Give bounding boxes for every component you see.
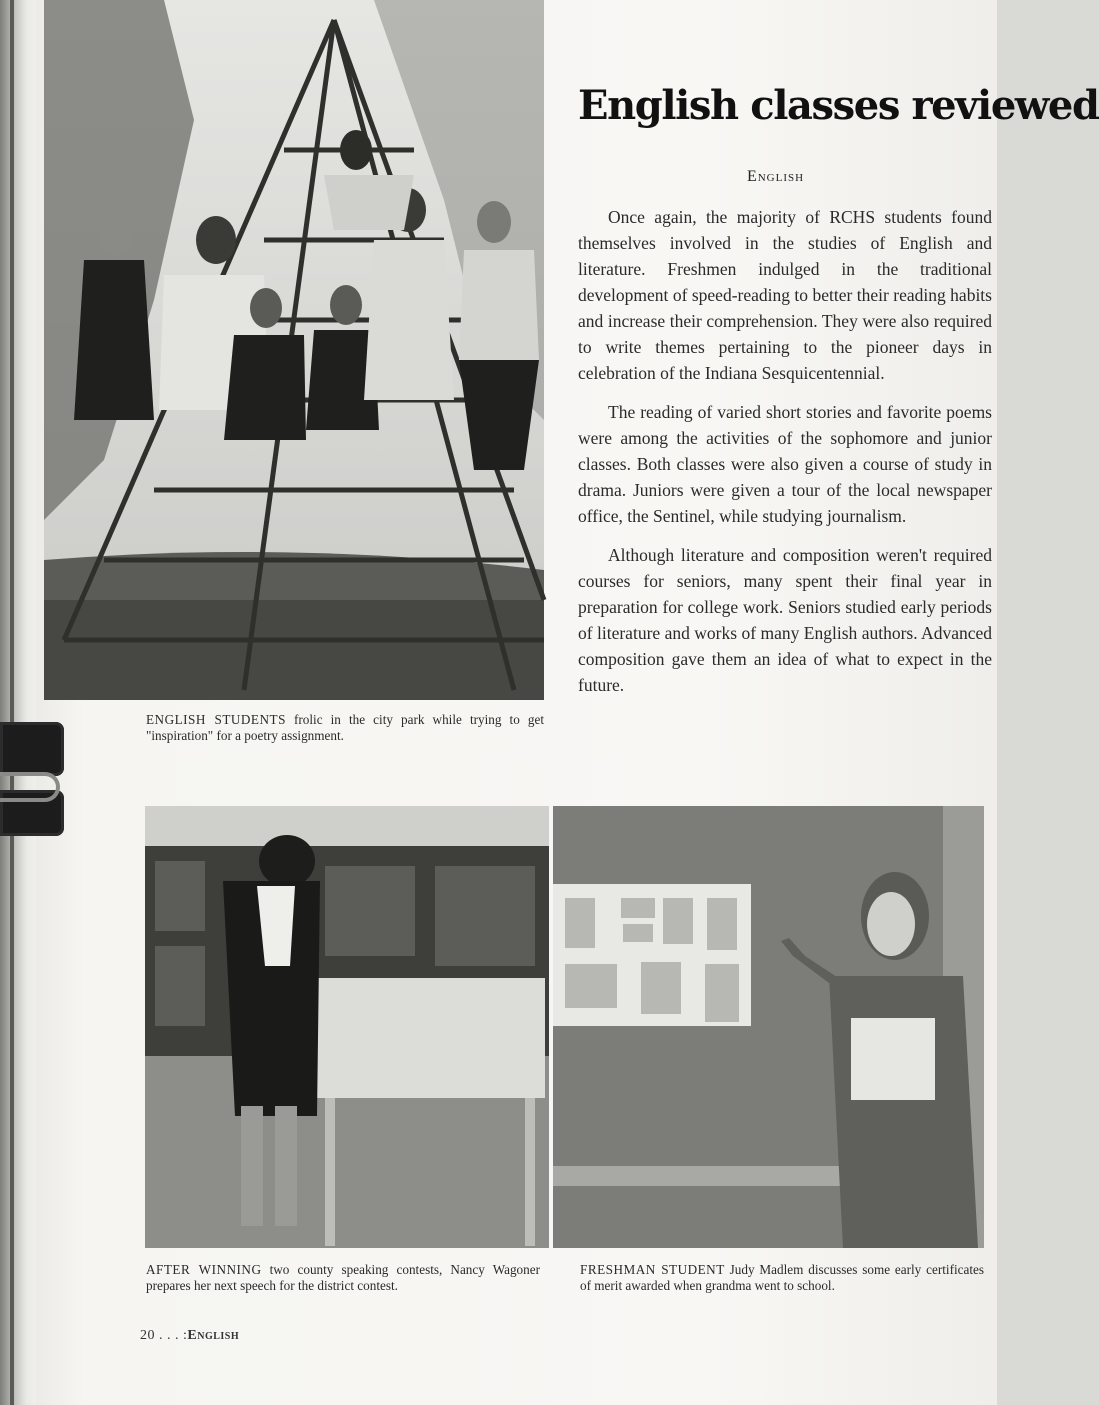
caption-park-photo: [146, 712, 544, 744]
article-headline: English classes reviewed: [578, 82, 1099, 129]
photo-students-jungle-gym: [44, 0, 544, 700]
caption-lead: ENGLISH STUDENTS: [146, 712, 286, 727]
paragraph-freshmen: Once again, the majority of RCHS students found themselves involved in the studies of English and literature. Freshmen indulged in the traditional development of speed-reading to better their reading habits and increase their comprehension. They were also required to write themes pertaining to the pioneer days in celebration of the Indiana Sesquicentennial.: [578, 207, 992, 383]
footer-section: English: [187, 1328, 240, 1343]
binder-clip-upper: [0, 722, 64, 776]
section-label: English: [746, 168, 805, 185]
caption-text: frolic in the city park while trying to get "inspiration" for a poetry assignment.: [146, 712, 544, 743]
caption-text: Judy Madlem discusses some early certificates of merit awarded when grandma went to school.: [580, 1262, 984, 1293]
photo-speech-student: [145, 806, 549, 1248]
caption-text: two county speaking contests, Nancy Wagoner prepares her next speech for the district contest.: [146, 1262, 540, 1293]
caption-speech-photo: [146, 1262, 540, 1294]
page-number: 20: [140, 1328, 155, 1343]
caption-lead: FRESHMAN STUDENT: [580, 1262, 725, 1277]
photo-freshman-student: [553, 806, 984, 1248]
jungle-gym-illustration: [44, 0, 544, 700]
article-body: [578, 204, 992, 711]
paragraph-seniors: Although literature and composition weren't required courses for seniors, many spent their final year in preparation for college work. Seniors studied early periods of literature and works of many English authors. Advanced composition gave them an idea of what to expect in the future.: [578, 545, 992, 695]
binding-edge: [10, 0, 14, 1405]
caption-lead: AFTER WINNING: [146, 1262, 262, 1277]
caption-freshman-photo: [580, 1262, 984, 1294]
speech-student-illustration: [145, 806, 549, 1248]
page-footer: [140, 1328, 239, 1344]
binder-clip-wire: [0, 772, 60, 802]
freshman-student-illustration: [553, 806, 984, 1248]
paragraph-sophomore-junior: The reading of varied short stories and favorite poems were among the activities of the sophomore and junior classes. Both classes were also given a course of study in drama. Juniors were given a tour of the local newspaper office, the Sentinel, while studying journalism.: [578, 402, 992, 526]
footer-separator: . . . :: [155, 1328, 188, 1343]
